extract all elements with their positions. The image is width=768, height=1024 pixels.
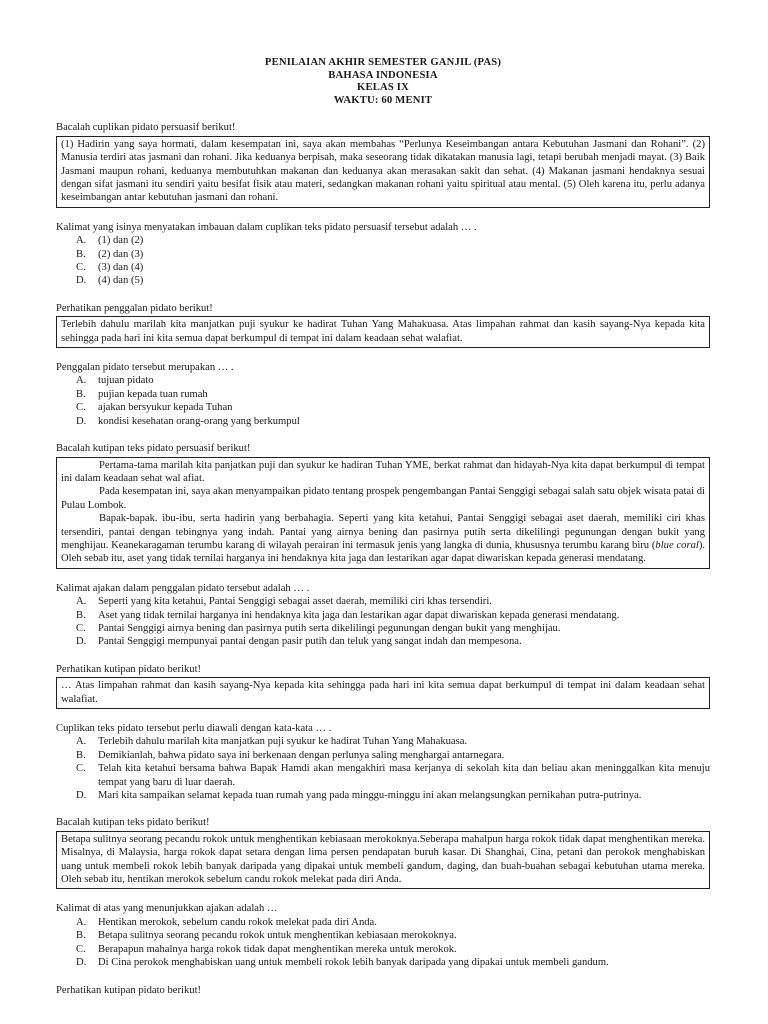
question-5-stem: Kalimat di atas yang menunjukkan ajakan adalah …: [56, 903, 278, 915]
option-c[interactable]: C. Berapapun mahalnya harga rokok tidak dapat menghentikan mereka untuk merokok.: [76, 943, 457, 955]
option-d[interactable]: D. kondisi kesehatan orang-orang yang berkumpul: [76, 415, 300, 427]
question-3-paragraph-1: Pertama-tama marilah kita panjatkan puji dan syukur ke hadiran Tuhan YME, berkat rahmat dan hidayah-Nya kita dapat berkumpul di tempat ini dalam keadaan sehat wal afiat.: [61, 459, 705, 484]
question-2-instruction: Perhatikan penggalan pidato berikut!: [56, 302, 213, 314]
question-5: [56, 816, 710, 969]
question-3-stem: Kalimat ajakan dalam penggalan pidato tersebut adalah … .: [56, 582, 310, 594]
option-c[interactable]: C. Pantai Senggigi airnya bening dan pasirnya putih serta dikelilingi pegunungan dengan bukit yang menghijau.: [76, 622, 561, 634]
question-5-passage: Betapa sulitnya seorang pecandu rokok untuk menghentikan kebiasaan merokoknya.Seberapa mahalpun harga rokok tidak dapat menghentikan mereka. Misalnya, di Malaysia, harga rokok dapat setara dengan lima persen pendapatan buruh kasar. Di Shanghai, Cina, petani dan perokok menghabiskan uang untuk membeli rokok lebih banyak daripada yang dipakai untuk membeli gandum, daging, dan buah-buahan sebagai kebutuhan utama mereka. Oleh sebab itu, hentikan merokok sebelum candu rokok melekat pada diri Anda.: [61, 833, 705, 886]
question-1-options: [56, 234, 710, 288]
option-d[interactable]: D. Mari kita sampaikan selamat kepada tuan rumah yang pada minggu-minggu ini akan melangsungkan pernikahan putra-putrinya.: [76, 790, 642, 802]
question-4-passage-box: [56, 677, 710, 709]
class-label: KELAS IX: [357, 82, 409, 94]
question-5-passage-box: [56, 831, 710, 890]
option-c[interactable]: C. Telah kita ketahui bersama bahwa Bapak Hamdi akan mengakhiri masa kerjanya di sekolah kita dan beliau akan meninggalkan kita menuju tempat yang baru di luar daerah.: [76, 763, 710, 788]
option-b[interactable]: B. Demikianlah, bahwa pidato saya ini berkenaan dengan perlunya saling menghargai antarnegara.: [76, 749, 505, 761]
question-2: [56, 302, 710, 428]
option-a[interactable]: A. (1) dan (2): [76, 235, 144, 247]
question-4: [56, 663, 710, 803]
question-3-paragraph-2: Pada kesempatan ini, saya akan menyampaikan pidato tentang prospek pengembangan Pantai Senggigi sebagai salah satu objek wisata patai di Pulau Lombok.: [61, 486, 705, 511]
subject-title: BAHASA INDONESIA: [328, 69, 438, 81]
question-1-passage-box: [56, 136, 710, 208]
question-4-stem: Cuplikan teks pidato tersebut perlu diawali dengan kata-kata … .: [56, 723, 332, 734]
option-d[interactable]: D. Pantai Senggigi mempunyai pantai dengan pasir putih dan teluk yang sangat indah dan mempesona.: [76, 636, 522, 648]
option-d[interactable]: D. Di Cina perokok menghabiskan uang untuk membeli rokok lebih banyak daripada yang dipakai untuk membeli gandum.: [76, 957, 609, 969]
italic-term: blue coral: [655, 539, 699, 551]
question-2-options: [56, 374, 710, 428]
exam-title: PENILAIAN AKHIR SEMESTER GANJIL (PAS): [264, 57, 502, 68]
option-a[interactable]: A. tujuan pidato: [76, 375, 154, 387]
question-3-passage-box: [56, 457, 710, 569]
option-b[interactable]: B. (2) dan (3): [76, 248, 144, 260]
option-a[interactable]: A. Seperti yang kita ketahui, Pantai Senggigi sebagai asset daerah, memiliki ciri khas tersendiri.: [76, 596, 492, 608]
question-2-passage: Terlebih dahulu marilah kita manjatkan puji syukur ke hadirat Tuhan Yang Mahakuasa. Atas limpahan rahmat dan kasih sayang-Nya kepada kita sehingga pada hari ini kita semua dapat berkumpul di tempat ini dalam keadaan sehat walafiat.: [61, 319, 705, 344]
question-3-options: [56, 595, 710, 649]
question-4-instruction: Perhatikan kutipan pidato berikut!: [56, 663, 202, 675]
question-2-passage-box: [56, 316, 710, 348]
question-5-instruction: Bacalah kutipan teks pidato berikut!: [56, 817, 210, 829]
option-c[interactable]: C. ajakan bersyukur kepada Tuhan: [76, 402, 233, 414]
option-b[interactable]: B. Betapa sulitnya seorang pecandu rokok untuk menghentikan kebiasaan merokoknya.: [76, 930, 457, 942]
question-3-instruction: Bacalah kutipan teks pidato persuasif berikut!: [56, 443, 251, 455]
question-1-stem: Kalimat yang isinya menyatakan imbauan dalam cuplikan teks pidato persuasif tersebut adalah … .: [56, 221, 477, 233]
exam-header: [56, 57, 710, 107]
question-5-options: [56, 916, 710, 970]
question-1-instruction: Bacalah cuplikan pidato persuasif berikut!: [56, 122, 236, 134]
option-c[interactable]: C. (3) dan (4): [76, 262, 144, 274]
question-1-passage: (1) Hadirin yang saya hormati, dalam kesempatan ini, saya akan membahas “Perlunya Keseimbangan antara Kebutuhan Jasmani dan Rohani”. (2) Manusia terdiri atas jasmani dan rohani. Jika keduanya berpisah, maka seseorang tidak dikatakan manusia lagi, tetapi berubah menjadi mayat. (3) Baik Jasmani maupun rohani, keduanya membutuhkan makanan dan keduanya akan merasakan sakit dan sehat. (4) Makanan jasmani hendaknya sesuai dengan sifat jasmani itu sendiri yaitu besifat fisik atau materi, sedangkan makanan rohani yaitu spiritual atau mental. (5) Oleh karena itu, perlu adanya keseimbangan antar kebutuhan jasmani dan rohani.: [61, 138, 705, 204]
question-3: [56, 442, 710, 649]
question-4-options: [56, 735, 710, 802]
question-4-passage: … Atas limpahan rahmat dan kasih sayang-Nya kepada kita sehingga pada hari ini kita semua dapat berkumpul di tempat ini dalam keadaan sehat walafiat.: [61, 680, 705, 705]
option-d[interactable]: D. (4) dan (5): [76, 275, 144, 287]
option-b[interactable]: B. pujian kepada tuan rumah: [76, 388, 208, 400]
question-1: [56, 121, 710, 287]
question-3-paragraph-3: Bapak-bapak. ibu-ibu, serta hadirin yang berbahagia. Seperti yang kita ketahui, Pantai Senggigi sebagai aset daerah, memiliki ciri khas tersendiri, pantai dengan tebingnya yang indah. Pantai yang airnya bening dan pasirnya putih serta dikelilingi pegunungan dengan bukit yang menghijau. Keanekaragaman terumbu karang di wilayah perairan ini termasuk jenis yang langka di dunia, khususnya terumbu karang biru (blue coral). Oleh sebab itu, aset yang tidak ternilai harganya ini hendaknya kita jaga dan lestarikan agar dapat diwariskan kepada generasi mendatang.: [61, 513, 705, 565]
option-b[interactable]: B. Aset yang tidak ternilai harganya ini hendaknya kita jaga dan lestarikan agar dapat diwariskan kepada generasi mendatang.: [76, 609, 620, 621]
question-2-stem: Penggalan pidato tersebut merupakan … .: [56, 362, 234, 374]
option-a[interactable]: A. Hentikan merokok, sebelum candu rokok melekat pada diri Anda.: [76, 916, 377, 928]
option-a[interactable]: A. Terlebih dahulu marilah kita manjatkan puji syukur ke hadirat Tuhan Yang Mahakuasa.: [76, 736, 468, 748]
time-label: WAKTU: 60 MENIT: [333, 94, 433, 106]
question-6: [56, 984, 710, 997]
question-6-instruction: Perhatikan kutipan pidato berikut!: [56, 984, 202, 996]
